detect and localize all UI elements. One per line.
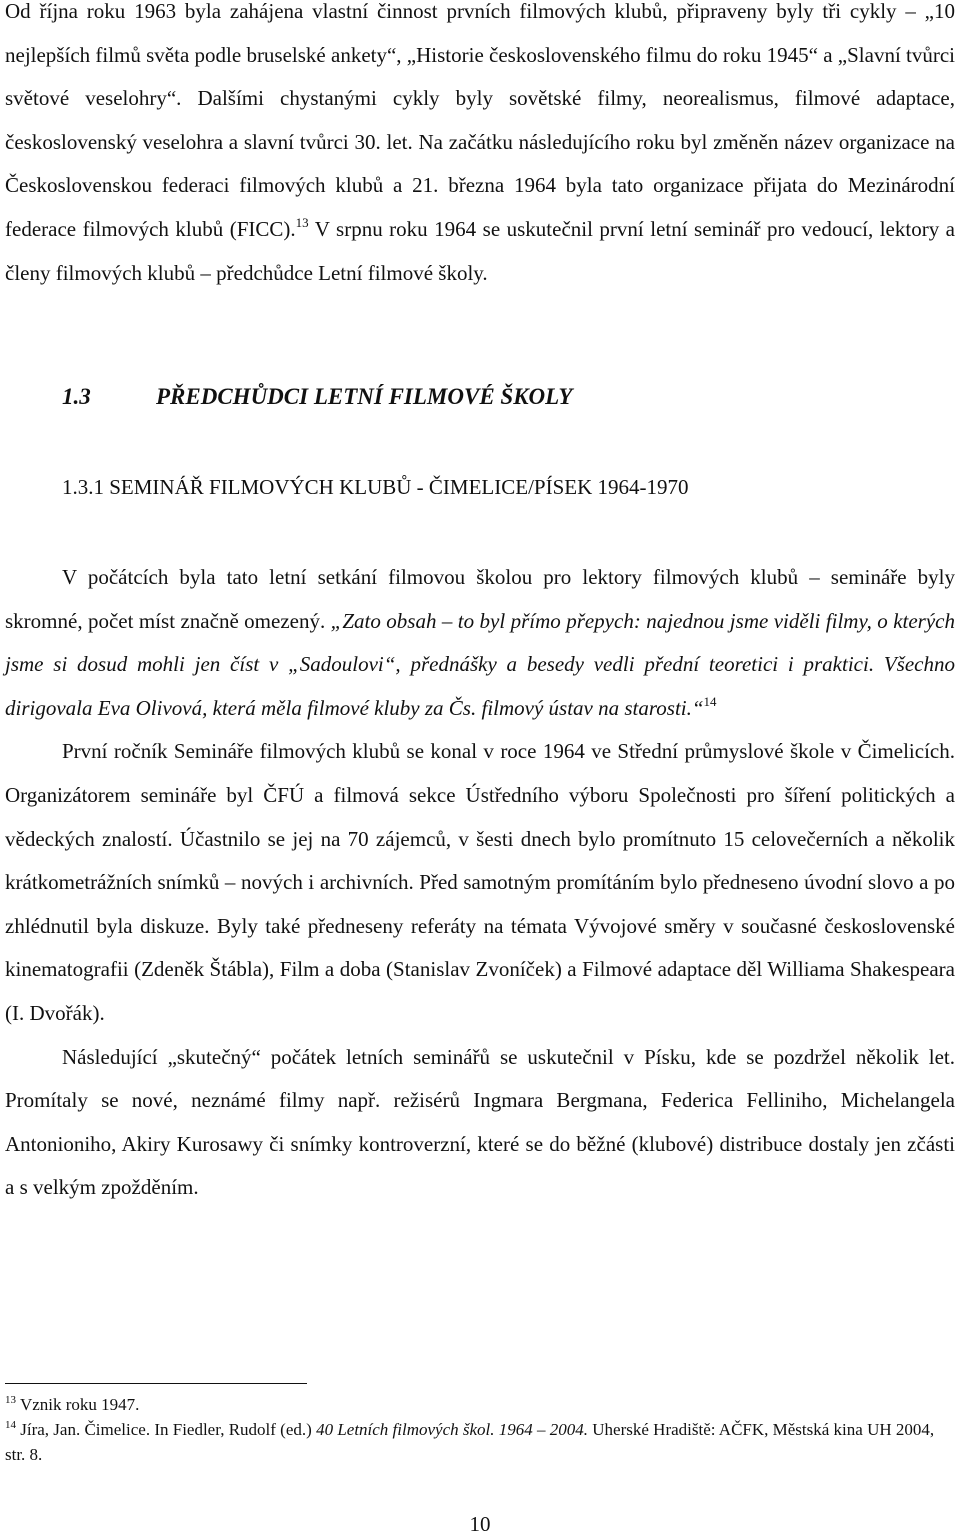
paragraph-beginnings	[5, 556, 955, 730]
footnote-title: 40 Letních filmových škol. 1964 – 2004.	[316, 1420, 589, 1439]
page-number: 10	[469, 1512, 491, 1536]
paragraph-pisek: Následující „skutečný“ počátek letních seminářů se uskutečnil v Písku, kde se pozdržel několik let. Promítaly se nové, neznámé filmy např. režisérů Ingmara Bergmana, Federica Felliniho, Michelangela Antonioniho, Akiry Kurosawy či snímky kontroverzní, které se do běžné (klubové) distribuce dostaly jen zčásti a s velkým zpožděním.	[5, 1044, 955, 1200]
footnote-separator	[5, 1383, 307, 1384]
paragraph-first-year: První ročník Semináře filmových klubů se konal v roce 1964 ve Střední průmyslové škole v Čimelicích. Organizátorem semináře byl ČFÚ a filmová sekce Ústředního výboru Společnosti pro šíření politických a vědeckých znalostí. Účastnilo se jej na 70 zájemců, v šesti dnech bylo promítnuto 15 celovečerních a několik krátkometrážních snímků – nových i archivních. Před samotným promítáním bylo předneseno úvodní slovo a po zhlédnutil byla diskuze. Byly také předneseny referáty na témata Vývojové směry v současné československé kinematografii (Zdeněk Štábla), Film a doba (Stanislav Zvoníček) a Filmové adaptace děl Williama Shakespeara (I. Dvořák).	[5, 739, 955, 1025]
section-title: PŘEDCHŮDCI LETNÍ FILMOVÉ ŠKOLY	[156, 384, 573, 409]
section-heading	[62, 384, 572, 410]
paragraph-intro	[5, 0, 955, 295]
subsection-heading: 1.3.1 SEMINÁŘ FILMOVÝCH KLUBŮ - ČIMELICE/PÍSEK 1964-1970	[62, 475, 689, 499]
footnote-text-cont: Uherské Hradiště: AČFK, Městská kina UH 2004, str. 8.	[5, 1420, 935, 1464]
quotation: „Zato obsah – to byl přímo přepych: najednou jsme viděli filmy, o kterých jsme si dosud mohli jen číst v „Sadoulovi“, přednášky a besedy vedli přední teoretici i praktici. Všechno dirigovala Eva Olivová, která měla filmové kluby za Čs. filmový ústav na starosti.“	[5, 608, 955, 720]
footnote-14	[5, 1417, 955, 1467]
footnote-13	[5, 1392, 955, 1417]
footnote-number: 14	[5, 1419, 16, 1431]
paragraph-intro-text-cont: V srpnu roku 1964 se uskutečnil první letní seminář pro vedoucí, lektory a členy filmových klubů – předchůdce Letní filmové školy.	[5, 216, 956, 285]
body-text	[5, 556, 955, 1210]
footnote-ref-13[interactable]: 13	[295, 214, 309, 230]
footnote-ref-14[interactable]: 14	[703, 693, 717, 709]
footnote-text: Jíra, Jan. Čimelice. In Fiedler, Rudolf (ed.)	[16, 1420, 317, 1439]
footnote-text: Vznik roku 1947.	[16, 1395, 140, 1414]
paragraph-intro-text: Od října roku 1963 byla zahájena vlastní činnost prvních filmových klubů, připraveny byly tři cykly – „10 nejlepších filmů světa podle bruselské ankety“, „Historie československého filmu do roku 1945“ a „Slavní tvůrci světové veselohry“. Dalšími chystanými cykly byly sovětské filmy, neorealismus, filmové adaptace, československý veselohra a slavní tvůrci 30. let. Na začátku následujícího roku byl změněn název organizace na Československou federaci filmových klubů a 21. března 1964 byla tato organizace přijata do Mezinárodní federace filmových klubů (FICC).	[5, 0, 956, 241]
footnote-number: 13	[5, 1394, 16, 1406]
document-page	[5, 0, 955, 1537]
paragraph-beginnings-text: V počátcích byla tato letní setkání filmovou školou pro lektory filmových klubů – semináře byly skromné, počet míst značně omezený.	[5, 565, 955, 633]
section-number: 1.3	[62, 384, 91, 409]
